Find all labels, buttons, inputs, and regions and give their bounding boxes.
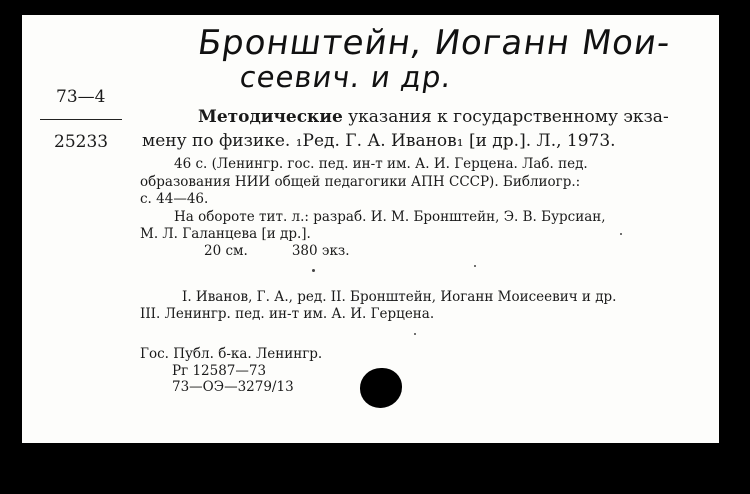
- library-imprint: Гос. Публ. б-ка. Ленингр.: [140, 346, 323, 362]
- copies: 380 экз.: [291, 243, 350, 259]
- dust-speck: [620, 233, 622, 235]
- physical-description-line-1: 46 с. (Ленингр. гос. пед. ин-т им. А. И. Герцена. Лаб. пед.: [174, 156, 588, 172]
- dust-speck: [414, 333, 416, 335]
- title-bold: Методические: [198, 107, 343, 127]
- size-and-copies: [204, 243, 350, 259]
- verso-note-line-1: На обороте тит. л.: разраб. И. М. Бронштейн, Э. В. Бурсиан,: [174, 209, 606, 225]
- handwritten-author-line-2: сеевич. и др.: [237, 60, 455, 94]
- ink-blot: [360, 368, 402, 408]
- verso-note-line-2: М. Л. Галанцева [и др.].: [140, 226, 311, 242]
- title-rest: указания к государственному экза-: [342, 107, 669, 127]
- dust-speck: [474, 265, 476, 267]
- call-number: 73—4: [56, 87, 106, 107]
- tracings-line-2: III. Ленингр. пед. ин-т им. А. И. Герцена.: [140, 306, 435, 322]
- physical-description-line-3: с. 44—46.: [140, 191, 209, 207]
- dust-speck: [312, 269, 315, 272]
- scan-border-bottom: [0, 443, 750, 494]
- physical-description-line-2: образования НИИ общей педагогики АПН СССР). Библиогр.:: [140, 174, 581, 190]
- card-code: 73—ОЭ—3279/13: [172, 379, 294, 395]
- title-line-1: [198, 107, 669, 127]
- catalog-card: [22, 15, 719, 443]
- registration-number: Рг 12587—73: [172, 363, 267, 379]
- handwritten-author-line-1: Бронштейн, Иоганн Мои-: [195, 23, 674, 63]
- call-number-divider: [40, 119, 122, 120]
- inventory-number: 25233: [54, 132, 109, 152]
- title-line-2: мену по физике. ₁Ред. Г. А. Иванов₁ [и др.]. Л., 1973.: [142, 131, 616, 151]
- tracings-line-1: I. Иванов, Г. А., ред. II. Бронштейн, Иоганн Моисеевич и др.: [182, 289, 617, 305]
- size: 20 см.: [204, 243, 248, 259]
